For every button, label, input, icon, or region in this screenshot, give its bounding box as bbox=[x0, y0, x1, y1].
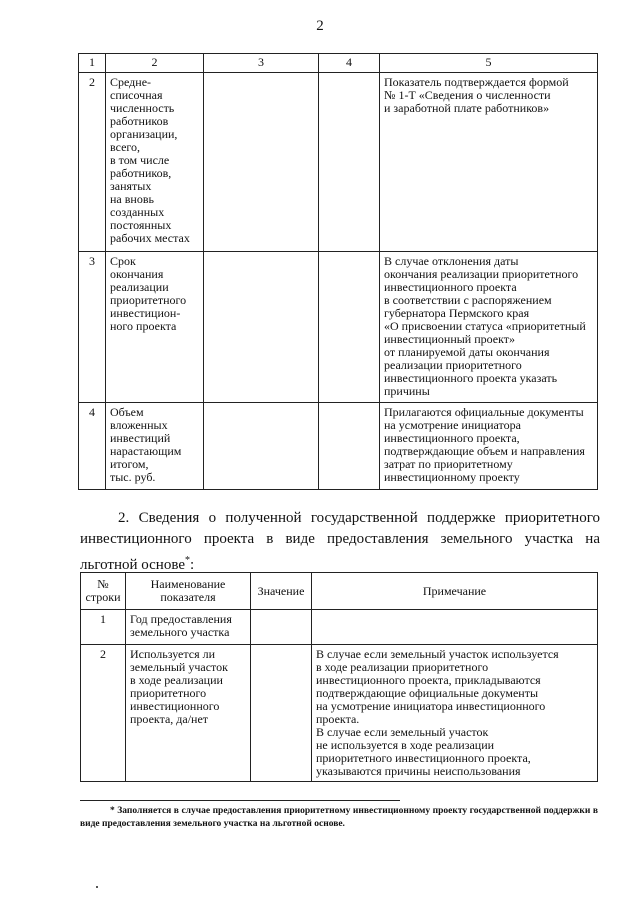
table-row bbox=[81, 645, 598, 782]
indicator-note: В случае если земельный участок используется в ходе реализации приоритетного инвестиционного проекта, прикладываются подтверждающие официальные документы на усмотрение инициатора инвестиционного проекта. В случае если земельный участок не используется в ходе реализации приоритетного инвестиционного проекта, указываются причины неиспользования bbox=[312, 645, 598, 782]
indicator-col3 bbox=[204, 252, 319, 403]
header-cell-1: 1 bbox=[79, 54, 106, 73]
section-heading-text: 2. Сведения о полученной государственной поддержке приоритетного инвестиционного проекта в виде предоставления земельного участка на льготной основе bbox=[80, 510, 600, 573]
footnote: * Заполняется в случае предоставления приоритетному инвестиционному проекту государственной поддержки в виде предоставления земельного участка на льготной основе. bbox=[80, 806, 598, 829]
table-row bbox=[79, 252, 598, 403]
header-cell-2: 2 bbox=[106, 54, 204, 73]
header-cell-5: 5 bbox=[380, 54, 598, 73]
section-heading: 2. Сведения о полученной государственной поддержке приоритетного инвестиционного проекта в виде предоставления земельного участка на льготной основе*: bbox=[80, 510, 600, 573]
row-number: 1 bbox=[81, 610, 126, 645]
indicator-name: Объем вложенных инвестиций нарастающим итогом, тыс. руб. bbox=[106, 403, 204, 490]
indicator-note: Показатель подтверждается формой № 1-Т «Сведения о численности и заработной плате работников» bbox=[380, 73, 598, 252]
header-cell-4: 4 bbox=[319, 54, 380, 73]
page-number: 2 bbox=[316, 18, 324, 34]
indicator-value bbox=[251, 610, 312, 645]
table-row bbox=[79, 403, 598, 490]
indicator-col4 bbox=[319, 403, 380, 490]
table-header-row bbox=[79, 54, 598, 73]
footnote-divider bbox=[80, 800, 400, 801]
land-support-table bbox=[80, 572, 598, 782]
indicator-note: В случае отклонения даты окончания реализации приоритетного инвестиционного проекта в соответствии с распоряжением губернатора Пермского края «О присвоении статуса «приоритетный инвестиционный проект» от планируемой даты окончания реализации приоритетного инвестиционного проекта указать причины bbox=[380, 252, 598, 403]
indicators-table bbox=[78, 53, 598, 490]
table-header-row bbox=[81, 573, 598, 610]
row-number: 2 bbox=[81, 645, 126, 782]
scan-speck bbox=[96, 886, 98, 888]
indicator-name: Срок окончания реализации приоритетного инвестицион- ного проекта bbox=[106, 252, 204, 403]
table-row bbox=[79, 73, 598, 252]
indicator-note bbox=[312, 610, 598, 645]
indicator-col3 bbox=[204, 73, 319, 252]
indicator-name: Средне- списочная численность работников организации, всего, в том числе работников, занятых на вновь созданных постоянных рабочих местах bbox=[106, 73, 204, 252]
indicator-col3 bbox=[204, 403, 319, 490]
indicator-name: Используется ли земельный участок в ходе реализации приоритетного инвестиционного проекта, да/нет bbox=[126, 645, 251, 782]
header-cell-3: 3 bbox=[204, 54, 319, 73]
header-row-number: № строки bbox=[81, 573, 126, 610]
indicator-col4 bbox=[319, 73, 380, 252]
row-number: 4 bbox=[79, 403, 106, 490]
indicator-value bbox=[251, 645, 312, 782]
footnote-marker: * bbox=[184, 555, 190, 566]
header-note: Примечание bbox=[312, 573, 598, 610]
indicator-note: Прилагаются официальные документы на усмотрение инициатора инвестиционного проекта, подтверждающие объем и направления затрат по приоритетному инвестиционному проекту bbox=[380, 403, 598, 490]
row-number: 3 bbox=[79, 252, 106, 403]
header-value: Значение bbox=[251, 573, 312, 610]
indicator-name: Год предоставления земельного участка bbox=[126, 610, 251, 645]
table-row bbox=[81, 610, 598, 645]
row-number: 2 bbox=[79, 73, 106, 252]
indicator-col4 bbox=[319, 252, 380, 403]
header-indicator-name: Наименование показателя bbox=[126, 573, 251, 610]
